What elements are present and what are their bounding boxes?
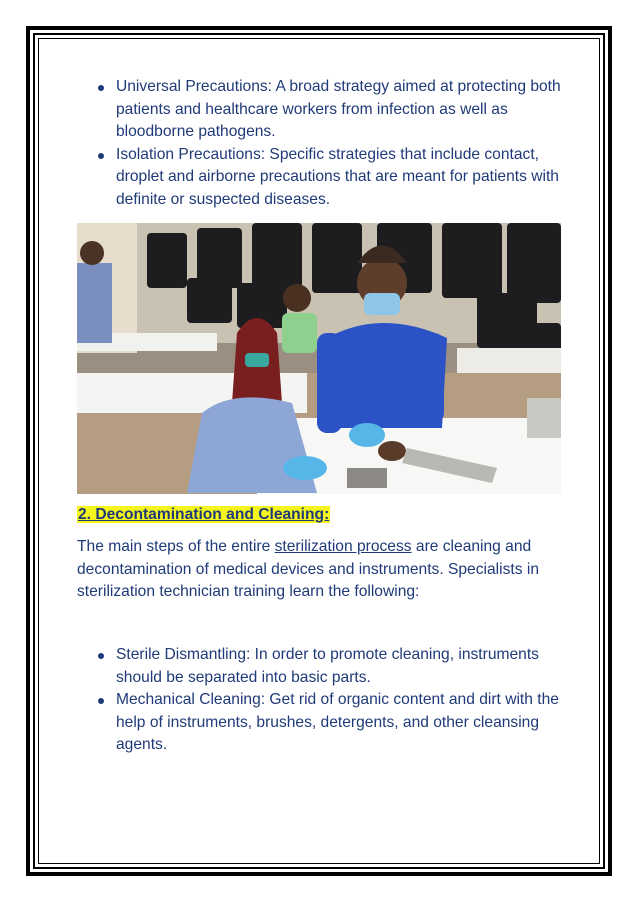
paragraph-text-end: are cleaning and decontamination of medical devices and instruments. Specialists in sterilization technician training learn the following: <box>77 538 539 600</box>
list-item: Mechanical Cleaning: Get rid of organic content and dirt with the help of instruments, brushes, detergents, and other cleansing agents. <box>116 689 563 757</box>
paragraph-text-start: The main steps of the entire <box>77 538 275 555</box>
section-heading <box>77 505 330 525</box>
section-heading-text: 2. Decontamination and Cleaning: <box>78 506 330 523</box>
cleaning-steps-list <box>77 644 563 757</box>
cleaning-steps-block <box>77 644 563 757</box>
section-paragraph <box>77 536 563 604</box>
precautions-list-block <box>77 76 563 211</box>
sterilization-process-link[interactable]: sterilization process <box>274 538 412 555</box>
list-item: Sterile Dismantling: In order to promote cleaning, instruments should be separated into basic parts. <box>116 644 563 689</box>
list-item: Isolation Precautions: Specific strategies that include contact, droplet and airborne precautions that are meant for patients with definite or suspected diseases. <box>116 144 563 212</box>
precautions-list <box>77 76 563 211</box>
list-item: Universal Precautions: A broad strategy aimed at protecting both patients and healthcare workers from infection as well as bloodborne pathogens. <box>116 76 563 144</box>
training-photo <box>77 223 561 494</box>
